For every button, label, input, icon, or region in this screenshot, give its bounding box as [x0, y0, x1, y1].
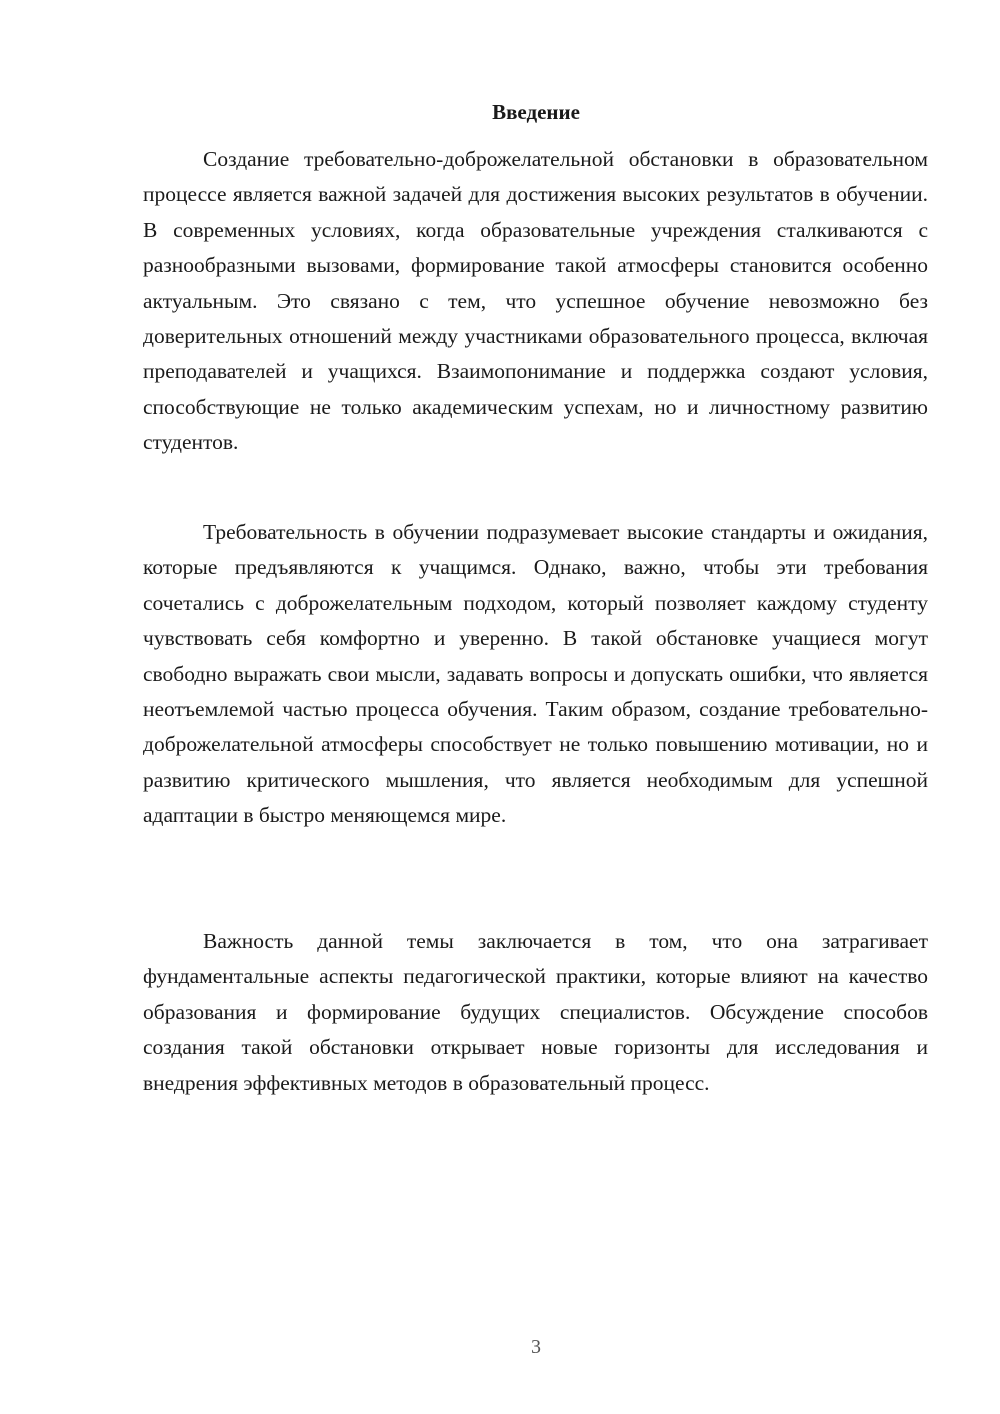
body-paragraph: Важность данной темы заключается в том, что она затрагивает фундаментальные аспекты педагогической практики, которые влияют на качество образования и формирование будущих специалистов. Обсуждение способов создания такой обстановки открывает новые горизонты для исследования и внедрения эффективных методов в образовательный процесс. — [143, 929, 928, 1095]
body-paragraph: Создание требовательно-доброжелательной обстановки в образовательном процессе является важной задачей для достижения высоких результатов в обучении. В современных условиях, когда образовательные учреждения сталкиваются с разнообразными вызовами, формирование такой атмосферы становится особенно актуальным. Это связано с тем, что успешное обучение невозможно без доверительных отношений между участниками образовательного процесса, включая преподавателей и учащихся. Взаимопонимание и поддержка создают условия, способствующие не только академическим успехам, но и личностному развитию студентов. — [143, 147, 928, 455]
body-paragraph: Требовательность в обучении подразумевает высокие стандарты и ожидания, которые предъявляются к учащимся. Однако, важно, чтобы эти требования сочетались с доброжелательным подходом, который позволяет каждому студенту чувствовать себя комфортно и уверенно. В такой обстановке учащиеся могут свободно выражать свои мысли, задавать вопросы и допускать ошибки, что является неотъемлемой частью процесса обучения. Таким образом, создание требовательно-доброжелательной атмосферы способствует не только повышению мотивации, но и развитию критического мышления, что является необходимым для успешной адаптации в быстро меняющемся мире. — [143, 520, 928, 828]
section-title: Введение — [492, 100, 580, 124]
page-number: 3 — [531, 1336, 541, 1358]
